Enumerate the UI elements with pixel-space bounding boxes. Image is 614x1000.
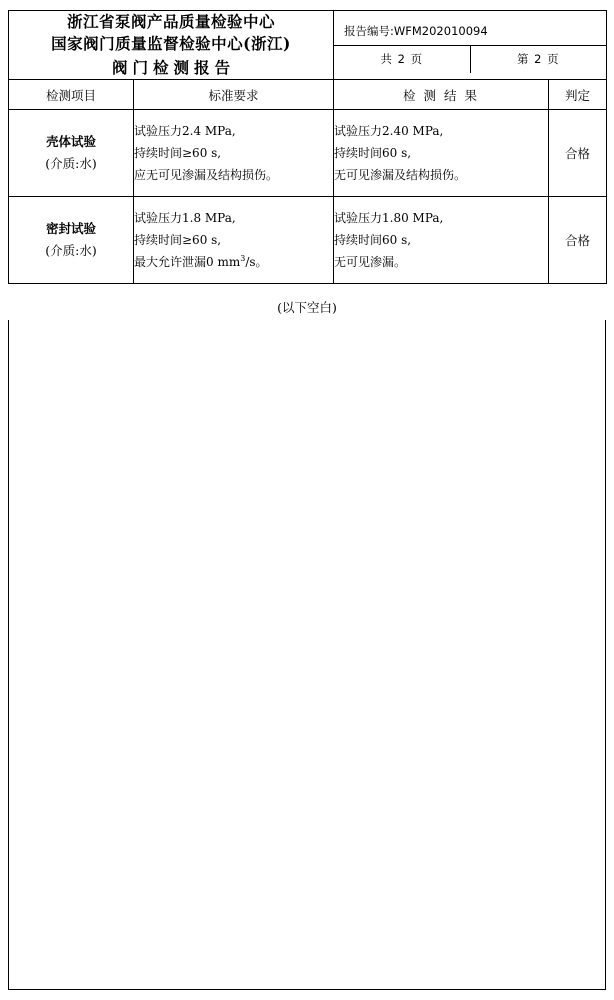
report-meta-cell	[334, 11, 607, 80]
report-table	[8, 10, 607, 284]
result-line: 试验压力2.40 MPa,	[334, 123, 444, 138]
column-header-item: 检测项目	[9, 80, 134, 110]
test-item-name: 壳体试验	[45, 134, 96, 150]
column-header-verdict: 判定	[549, 80, 607, 110]
standard-line: 试验压力2.4 MPa,	[134, 123, 236, 138]
org-name-line1: 浙江省泵阀产品质量检验中心	[67, 12, 276, 31]
total-pages: 共 2 页	[334, 45, 470, 73]
standard-requirement-cell	[134, 110, 334, 197]
column-header-result: 检 测 结 果	[334, 80, 549, 110]
test-item-name: 密封试验	[45, 221, 96, 237]
test-result-cell	[334, 110, 549, 197]
standard-line: 应无可见渗漏及结构损伤。	[134, 168, 279, 183]
test-result-cell	[334, 197, 549, 284]
standard-line: 最大允许泄漏0 $mm^3/s$。	[134, 254, 268, 270]
column-header-row	[9, 80, 607, 110]
result-line: 持续时间60 s,	[334, 233, 412, 248]
org-title-cell	[9, 11, 334, 80]
verdict-cell: 合格	[549, 197, 607, 284]
result-line: 持续时间60 s,	[334, 146, 412, 161]
report-no-row	[334, 18, 606, 46]
result-line: 无可见渗漏及结构损伤。	[334, 168, 467, 183]
test-item-cell	[9, 110, 134, 197]
verdict-cell: 合格	[549, 110, 607, 197]
test-item-cell	[9, 197, 134, 284]
test-item-medium: (介质:水)	[45, 156, 97, 172]
report-header-row	[9, 11, 607, 80]
org-name-line2: 国家阀门质量监督检验中心(浙江)	[51, 34, 291, 54]
standard-line: 试验压力1.8 MPa,	[134, 210, 236, 225]
column-header-standard: 标准要求	[134, 80, 334, 110]
result-line: 试验压力1.80 MPa,	[334, 210, 444, 225]
empty-content-area	[8, 320, 606, 990]
result-line: 无可见渗漏。	[334, 255, 407, 270]
document-title: 阀门检测报告	[112, 57, 236, 77]
page-info-row	[334, 45, 606, 73]
table-row	[9, 110, 607, 197]
blank-note: (以下空白)	[277, 300, 337, 315]
test-item-medium: (介质:水)	[45, 243, 97, 259]
standard-requirement-cell	[134, 197, 334, 284]
standard-line: 持续时间≥60 s,	[134, 146, 222, 161]
report-meta-table	[334, 18, 606, 73]
report-number: 报告编号:WFM202010094	[334, 18, 606, 46]
table-row	[9, 197, 607, 284]
standard-line: 持续时间≥60 s,	[134, 233, 222, 248]
current-page: 第 2 页	[516, 52, 560, 67]
